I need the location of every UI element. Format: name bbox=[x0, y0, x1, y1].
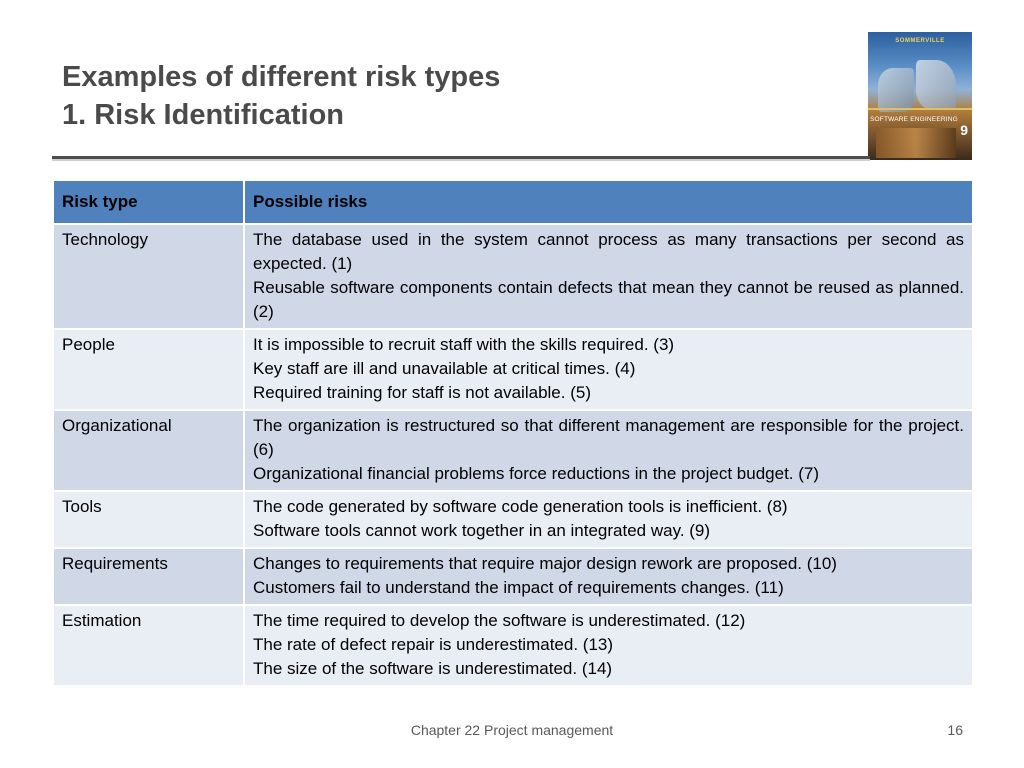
risk-table bbox=[52, 179, 974, 687]
header-risk-type: Risk type bbox=[53, 180, 244, 224]
header-possible-risks: Possible risks bbox=[244, 180, 973, 224]
risk-item: Key staff are ill and unavailable at critical times. (4) bbox=[253, 359, 636, 378]
slide-title-line2: 1. Risk Identification bbox=[62, 99, 344, 131]
risk-type-cell: Tools bbox=[53, 491, 244, 548]
risk-table-body bbox=[53, 224, 973, 686]
possible-risks-cell bbox=[244, 329, 973, 410]
slide-title-line1: Examples of different risk types bbox=[62, 61, 501, 93]
risk-type-cell: Technology bbox=[53, 224, 244, 329]
slide-footer bbox=[0, 722, 1024, 744]
slide-title bbox=[62, 58, 500, 134]
risk-item: Organizational financial problems force reductions in the project budget. (7) bbox=[253, 464, 820, 483]
table-row bbox=[53, 329, 973, 410]
risk-item: The organization is restructured so that different management are responsible for the project. (6) bbox=[253, 416, 964, 459]
book-cover-title: SOFTWARE ENGINEERING bbox=[870, 116, 958, 123]
table-row bbox=[53, 605, 973, 686]
risk-item: The size of the software is underestimated. (14) bbox=[253, 659, 613, 678]
possible-risks-cell bbox=[244, 491, 973, 548]
table-row bbox=[53, 491, 973, 548]
table-row bbox=[53, 548, 973, 605]
risk-type-cell: Estimation bbox=[53, 605, 244, 686]
book-cover-edition: 9 bbox=[960, 122, 968, 138]
risk-type-cell: Requirements bbox=[53, 548, 244, 605]
possible-risks-cell bbox=[244, 548, 973, 605]
table-header-row bbox=[53, 180, 973, 224]
risk-item: Changes to requirements that require major design rework are proposed. (10) bbox=[253, 554, 837, 573]
book-cover-author: SOMMERVILLE bbox=[895, 38, 945, 44]
table-row bbox=[53, 224, 973, 329]
risk-item: Required training for staff is not available. (5) bbox=[253, 383, 591, 402]
risk-item: Reusable software components contain defects that mean they cannot be reused as planned. (2) bbox=[253, 278, 964, 321]
risk-item: It is impossible to recruit staff with the skills required. (3) bbox=[253, 335, 675, 354]
risk-item: The code generated by software code generation tools is inefficient. (8) bbox=[253, 497, 788, 516]
possible-risks-cell bbox=[244, 410, 973, 491]
possible-risks-cell bbox=[244, 605, 973, 686]
risk-item: The time required to develop the software is underestimated. (12) bbox=[253, 611, 746, 630]
title-divider-shadow bbox=[52, 159, 870, 161]
risk-item: The rate of defect repair is underestimated. (13) bbox=[253, 635, 614, 654]
book-cover-image bbox=[868, 32, 972, 160]
risk-type-cell: People bbox=[53, 329, 244, 410]
risk-type-cell: Organizational bbox=[53, 410, 244, 491]
risk-item: The database used in the system cannot process as many transactions per second as expected. (1) bbox=[253, 230, 964, 273]
table-row bbox=[53, 410, 973, 491]
page-number: 16 bbox=[947, 722, 963, 738]
possible-risks-cell bbox=[244, 224, 973, 329]
risk-item: Software tools cannot work together in an integrated way. (9) bbox=[253, 521, 711, 540]
footer-chapter: Chapter 22 Project management bbox=[410, 722, 614, 738]
risk-item: Customers fail to understand the impact of requirements changes. (11) bbox=[253, 578, 784, 597]
